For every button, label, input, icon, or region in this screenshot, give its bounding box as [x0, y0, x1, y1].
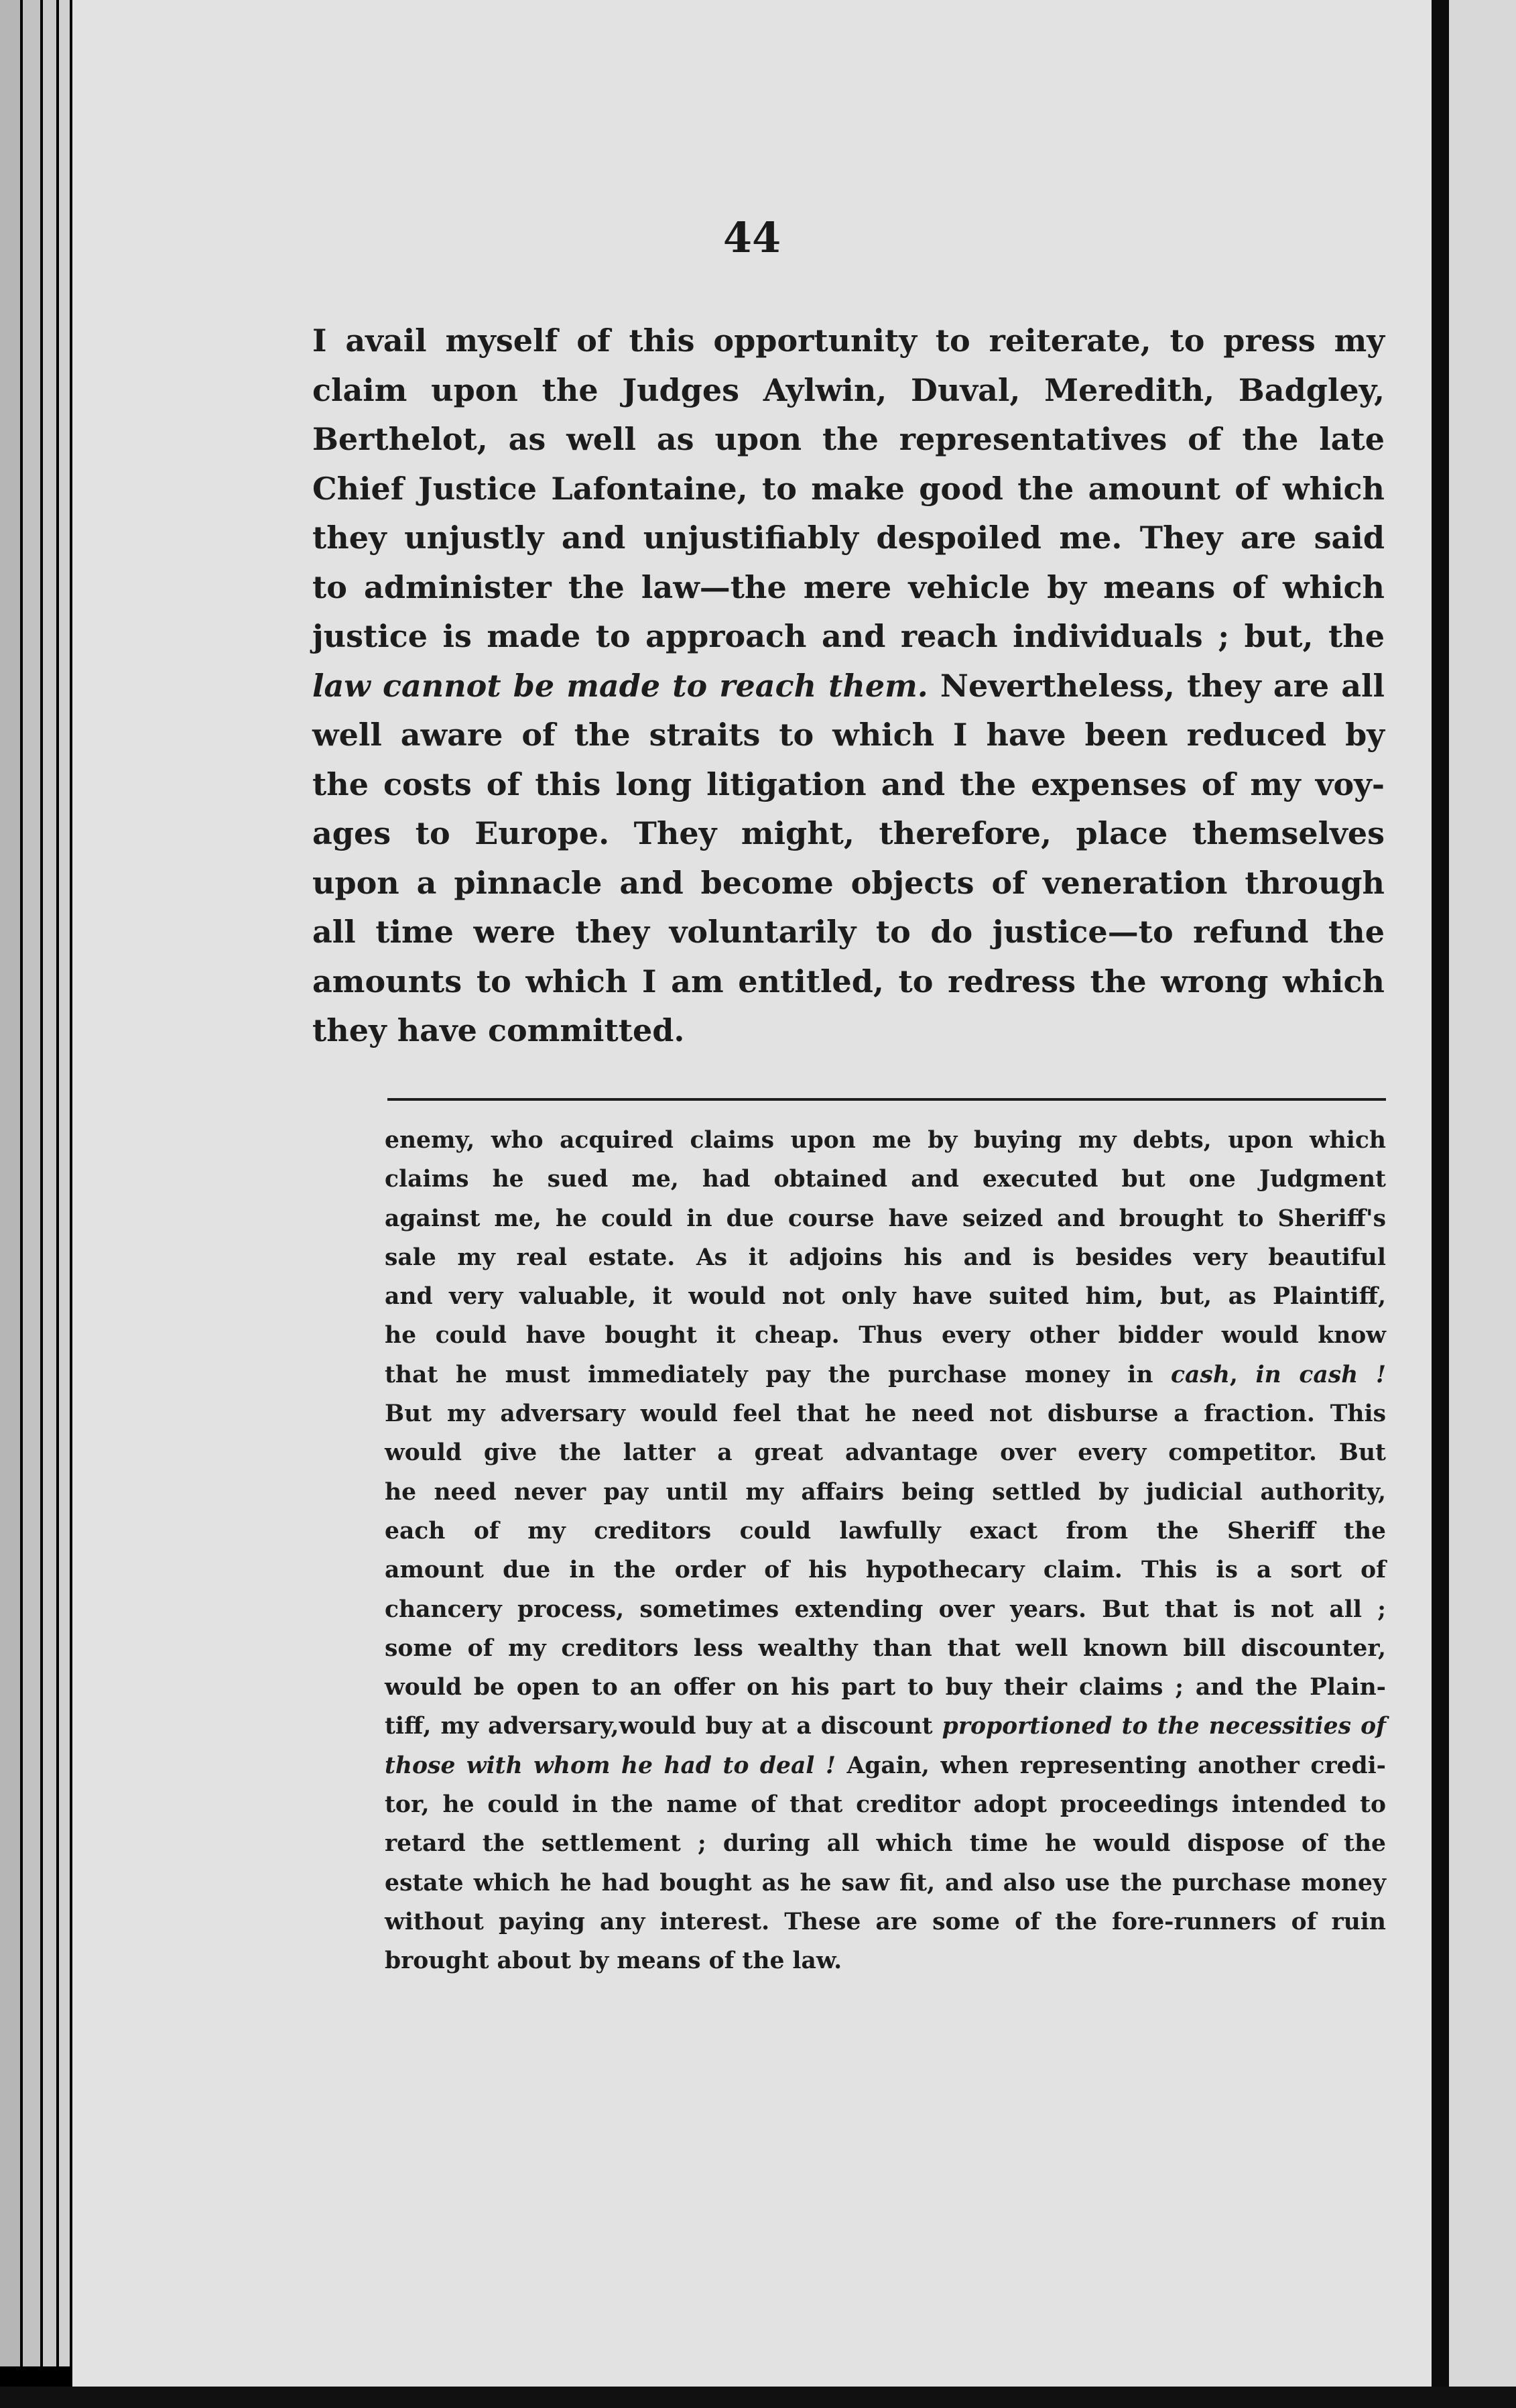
text-run: retard the settlement ; during all which time he would dispose of the: [385, 1830, 1386, 1858]
text-run: he could have bought it cheap. Thus every other bidder would know: [385, 1322, 1386, 1349]
text-run: to administer the law—the mere vehicle by means of which: [312, 568, 1385, 605]
text-run: and very valuable, it would not only have suited him, but, as Plaintiff,: [385, 1283, 1386, 1311]
page-edge: [59, 0, 70, 2366]
text-run: amounts to which I am entitled, to redress the wrong which: [312, 963, 1385, 1000]
text-run: Berthelot, as well as upon the representatives of the late: [312, 421, 1385, 457]
text-run: sale my real estate. As it adjoins his and is besides very beautiful: [385, 1244, 1386, 1271]
footnote-line: [385, 1356, 1386, 1394]
footnote-line: [385, 1941, 1386, 1980]
text-line: [312, 465, 1385, 514]
footnote-line: [385, 1121, 1386, 1160]
text-run: Nevertheless, they are all: [928, 667, 1385, 704]
text-line: [312, 809, 1385, 859]
text-run: I avail myself of this opportunity to reiterate, to press my: [312, 322, 1385, 359]
footnote-line: [385, 1512, 1386, 1551]
italic-text-run: those with whom he had to deal !: [385, 1752, 836, 1779]
footnote-line: [385, 1746, 1386, 1785]
text-line: [312, 908, 1385, 957]
text-run: upon a pinnacle and become objects of veneration through: [312, 864, 1385, 901]
footnote-line: [385, 1590, 1386, 1629]
footnote-line: [385, 1903, 1386, 1941]
footnote-line: [385, 1864, 1386, 1903]
page: [72, 0, 1432, 2387]
italic-text-run: law cannot be made to reach them.: [312, 667, 928, 704]
text-run: chancery process, sometimes extending over years. But that is not all ;: [385, 1596, 1386, 1623]
footnote-divider: [387, 1098, 1386, 1101]
page-number: 44: [722, 213, 781, 262]
page-edge: [23, 0, 40, 2366]
text-run: well aware of the straits to which I have been reduced by: [312, 717, 1385, 753]
text-line: [312, 711, 1385, 760]
text-line: [312, 1006, 1385, 1056]
text-line: [312, 957, 1385, 1007]
text-run: estate which he had bought as he saw fit, and also use the purchase money: [385, 1869, 1386, 1897]
text-run: enemy, who acquired claims upon me by buying my debts, upon which: [385, 1127, 1386, 1154]
text-line: [312, 859, 1385, 908]
footnote-line: [385, 1316, 1386, 1355]
italic-text-run: cash: [1171, 1361, 1230, 1388]
text-line: [312, 760, 1385, 810]
adjacent-page-margin: [1449, 0, 1516, 2387]
text-run: Chief Justice Lafontaine, to make good the amount of which: [312, 470, 1385, 507]
text-run: brought about by means of the law.: [385, 1947, 842, 1975]
text-run: would give the latter a great advantage over every competitor. But: [385, 1439, 1386, 1467]
italic-text-run: in cash !: [1255, 1361, 1386, 1388]
text-run: the costs of this long litigation and the expenses of my voy-: [312, 766, 1385, 802]
text-line: [312, 612, 1385, 662]
text-line: [312, 316, 1385, 366]
text-run: tiff, my adversary,would buy at a discount: [385, 1713, 942, 1740]
text-line: [312, 366, 1385, 416]
footnote-line: [385, 1551, 1386, 1589]
text-line: [312, 563, 1385, 613]
page-edge: [43, 0, 56, 2366]
footnote-line: [385, 1473, 1386, 1512]
main-paragraph: [312, 316, 1385, 1056]
footnote-line: [385, 1394, 1386, 1433]
text-run: some of my creditors less wealthy than that well known bill discounter,: [385, 1634, 1386, 1662]
text-line: [312, 514, 1385, 563]
text-run: justice is made to approach and reach individuals ; but, the: [312, 618, 1385, 654]
footnote-line: [385, 1160, 1386, 1199]
text-run: But my adversary would feel that he need not disburse a fraction. This: [385, 1400, 1386, 1428]
footnote-line: [385, 1629, 1386, 1668]
text-run: would be open to an offer on his part to buy their claims ; and the Plain-: [385, 1674, 1386, 1701]
text-line: [312, 415, 1385, 465]
footnote-line: [385, 1433, 1386, 1472]
page-edge: [0, 0, 20, 2366]
text-run: claim upon the Judges Aylwin, Duval, Meredith, Badgley,: [312, 371, 1385, 408]
text-run: against me, he could in due course have seized and brought to Sheriff's: [385, 1205, 1386, 1232]
scan-bottom-border: [0, 2387, 1516, 2408]
text-run: ,: [1229, 1361, 1256, 1388]
text-run: amount due in the order of his hypothecary claim. This is a sort of: [385, 1557, 1386, 1584]
footnote-line: [385, 1824, 1386, 1863]
text-run: ages to Europe. They might, therefore, place themselves: [312, 815, 1385, 851]
text-run: claims he sued me, had obtained and executed but one Judgment: [385, 1166, 1386, 1193]
footnote-line: [385, 1785, 1386, 1824]
text-run: he need never pay until my affairs being settled by judicial authority,: [385, 1478, 1386, 1506]
footnote-line: [385, 1707, 1386, 1746]
footnote-line: [385, 1668, 1386, 1707]
footnote-line: [385, 1277, 1386, 1316]
footnote-line: [385, 1238, 1386, 1277]
text-run: tor, he could in the name of that creditor adopt proceedings intended to: [385, 1791, 1386, 1819]
text-run: they have committed.: [312, 1012, 685, 1048]
footnote-paragraph: [385, 1121, 1386, 1981]
book-binding-shadow: [1432, 0, 1449, 2408]
text-run: without paying any interest. These are some of the fore-runners of ruin: [385, 1908, 1386, 1935]
text-run: each of my creditors could lawfully exact from the Sheriff the: [385, 1517, 1386, 1545]
text-run: they unjustly and unjustifiably despoiled me. They are said: [312, 520, 1385, 556]
text-run: all time were they voluntarily to do justice—to refund the: [312, 914, 1385, 950]
italic-text-run: proportioned to the necessities of: [942, 1713, 1386, 1740]
footnote-line: [385, 1199, 1386, 1238]
text-line: [312, 662, 1385, 711]
text-run: Again, when representing another credi-: [836, 1752, 1386, 1779]
text-run: that he must immediately pay the purchase money in: [385, 1361, 1172, 1388]
